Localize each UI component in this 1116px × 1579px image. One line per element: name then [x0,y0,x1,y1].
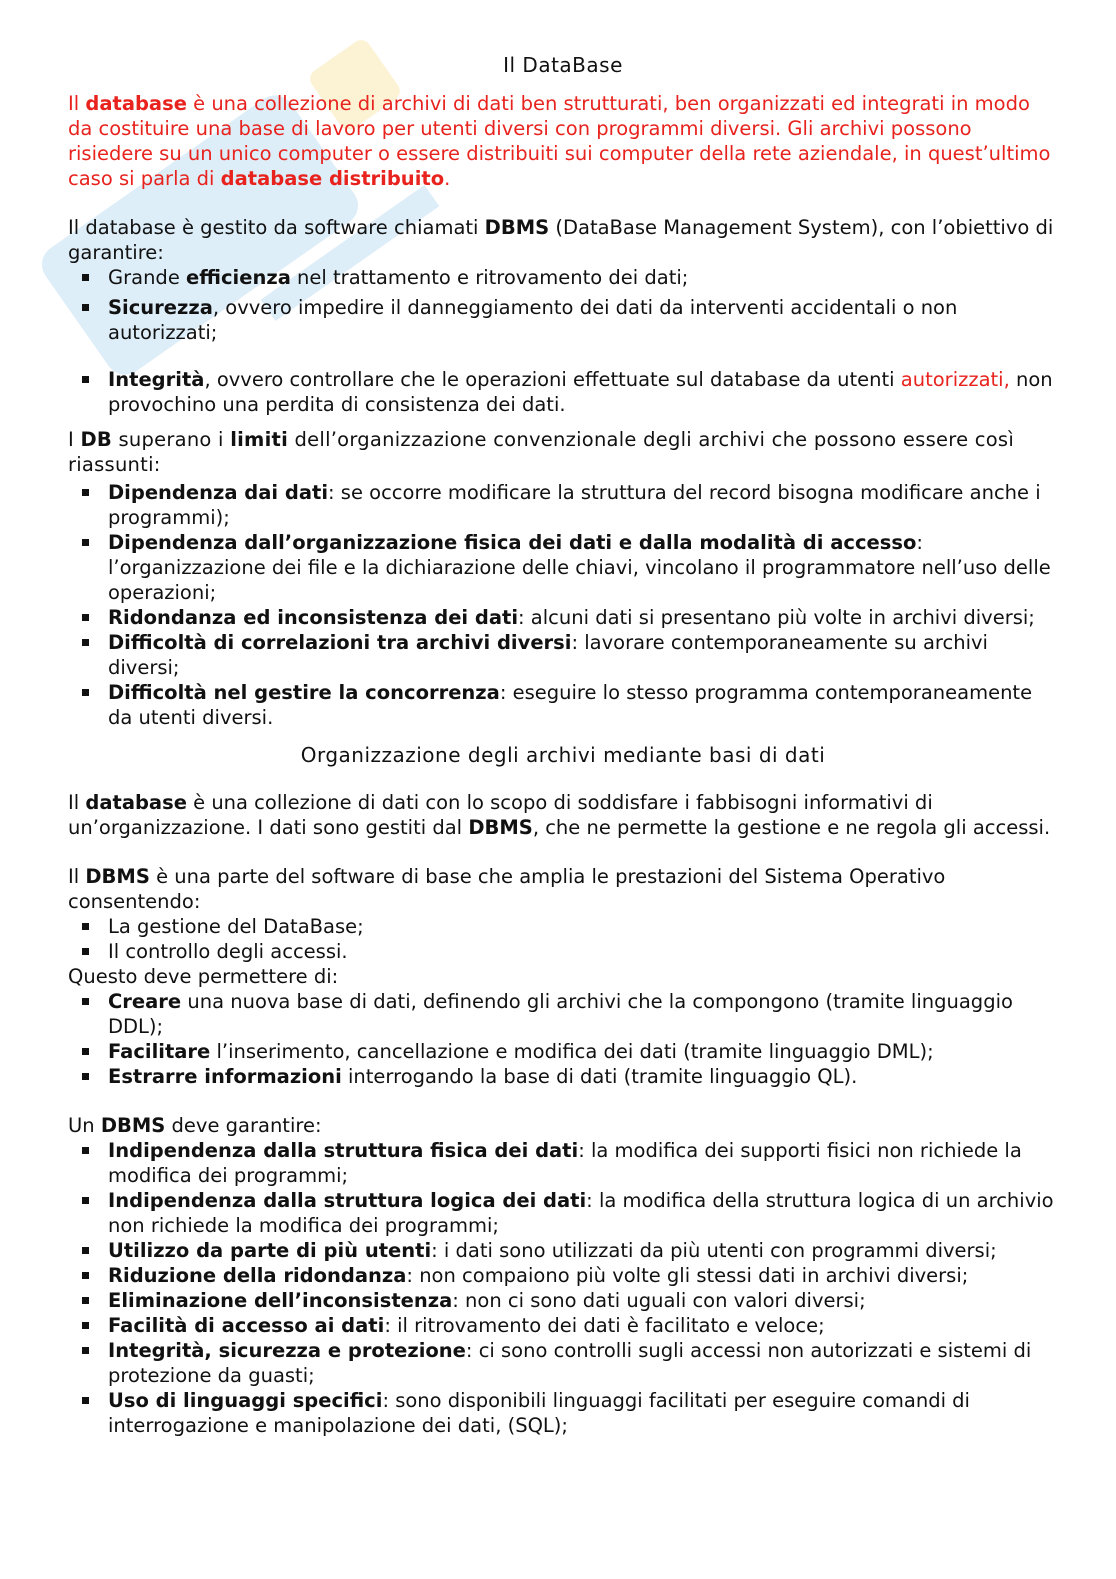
goals-list [68,265,1058,417]
intro-paragraph: Il database è una collezione di archivi di dati ben strutturati, ben organizzati ed integrati in modo da costituire una base di lavoro per utenti diversi con programmi diversi. Gli archivi possono risiedere su un unico computer o essere distribuiti sui computer della rete aziendale, in quest’ultimo caso si parla di database distribuito. [68,92,1051,190]
list-item: Eliminazione dell’inconsistenza: non ci sono dati uguali con valori diversi; [108,1288,1058,1313]
list-item: Facilitare l’inserimento, cancellazione e modifica dei dati (tramite linguaggio DML); [108,1039,1058,1064]
list-item: Utilizzo da parte di più utenti: i dati sono utilizzati da più utenti con programmi diversi; [108,1238,1058,1263]
list-item: Indipendenza dalla struttura fisica dei dati: la modifica dei supporti fisici non richiede la modifica dei programmi; [108,1138,1058,1188]
dbms-definition-paragraph: Il DBMS è una parte del software di base che amplia le prestazioni del Sistema Operativo consentendo: [68,865,946,913]
list-item: Facilità di accesso ai dati: il ritrovamento dei dati è facilitato e veloce; [108,1313,1058,1338]
list-item: Il controllo degli accessi. [108,939,1058,964]
list-item: Dipendenza dall’organizzazione fisica dei dati e dalla modalità di accesso: l’organizzazione dei file e la dichiarazione delle chiavi, vincolano il programmatore nell’uso delle operazioni; [108,530,1058,605]
list-item: Indipendenza dalla struttura logica dei dati: la modifica della struttura logica di un archivio non richiede la modifica dei programmi; [108,1188,1058,1238]
list-item: Ridondanza ed inconsistenza dei dati: alcuni dati si presentano più volte in archivi diversi; [108,605,1058,630]
dbms-paragraph: Il database è gestito da software chiamati DBMS (DataBase Management System), con l’obiettivo di garantire: [68,216,1054,264]
list-item: Creare una nuova base di dati, definendo gli archivi che la compongono (tramite linguaggio DDL); [108,989,1058,1039]
allows-list [68,914,1058,964]
list-item: Sicurezza, ovvero impedire il danneggiamento dei dati da interventi accidentali o non autorizzati; [108,295,1058,345]
must-list [68,989,1058,1089]
list-item: La gestione del DataBase; [108,914,1058,939]
list-item: Difficoltà di correlazioni tra archivi diversi: lavorare contemporaneamente su archivi diversi; [108,630,1058,680]
list-item: Grande efficienza nel trattamento e ritrovamento dei dati; [108,265,1058,290]
page-title: Il DataBase [503,53,623,77]
limits-paragraph: I DB superano i limiti dell’organizzazione convenzionale degli archivi che possono essere così riassunti: [68,428,1014,476]
guarantee-paragraph: Un DBMS deve garantire: [68,1114,322,1137]
limits-list [68,480,1058,730]
list-item: Riduzione della ridondanza: non compaiono più volte gli stessi dati in archivi diversi; [108,1263,1058,1288]
list-item: Integrità, ovvero controllare che le operazioni effettuate sul database da utenti autorizzati, non provochino una perdita di consistenza dei dati. [108,367,1058,417]
list-item: Difficoltà nel gestire la concorrenza: eseguire lo stesso programma contemporaneamente da utenti diversi. [108,680,1058,730]
must-label: Questo deve permettere di: [68,965,339,988]
list-item: Uso di linguaggi specifici: sono disponibili linguaggi facilitati per eseguire comandi di interrogazione e manipolazione dei dati, (SQL); [108,1388,1058,1438]
list-item: Integrità, sicurezza e protezione: ci sono controlli sugli accessi non autorizzati e sistemi di protezione da guasti; [108,1338,1058,1388]
section-title: Organizzazione degli archivi mediante basi di dati [300,743,826,767]
list-item: Estrarre informazioni interrogando la base di dati (tramite linguaggio QL). [108,1064,1058,1089]
document-page [68,52,1058,1438]
guarantees-list [68,1138,1058,1438]
database-paragraph: Il database è una collezione di dati con lo scopo di soddisfare i fabbisogni informativi di un’organizzazione. I dati sono gestiti dal DBMS, che ne permette la gestione e ne regola gli accessi. [68,791,1051,839]
list-item: Dipendenza dai dati: se occorre modificare la struttura del record bisogna modificare anche i programmi); [108,480,1058,530]
